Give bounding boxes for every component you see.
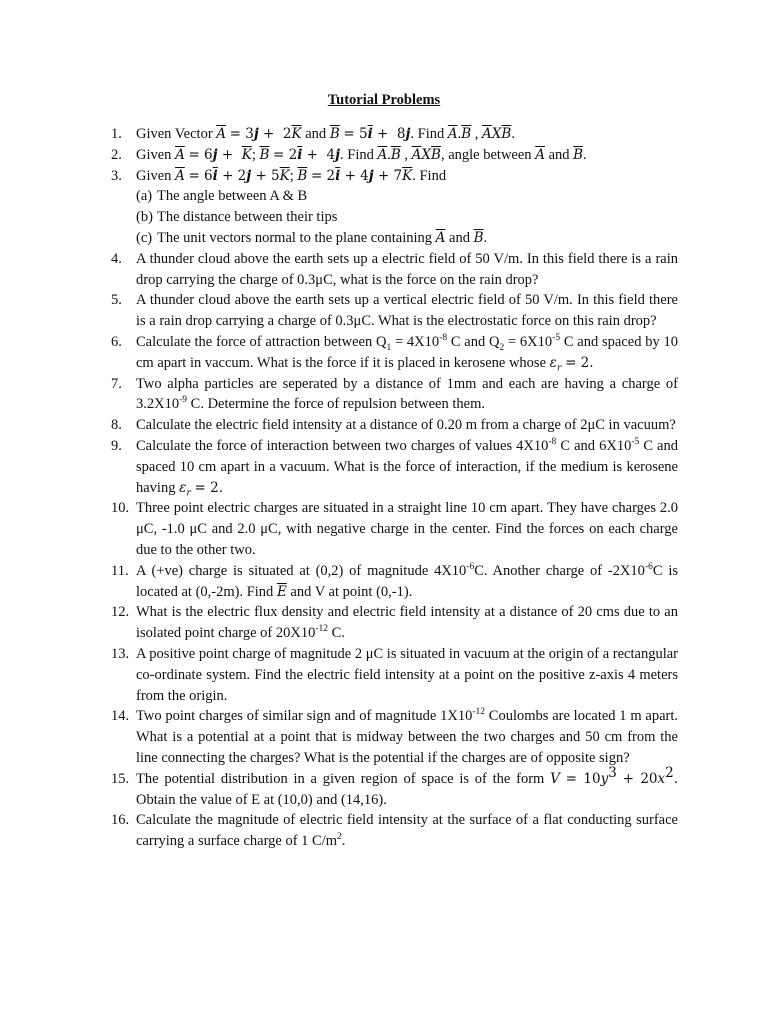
- problem-number: 10.: [111, 500, 130, 517]
- problem-text: Calculate the magnitude of electric field intensity at the surface of a flat conducting surface carrying a surface charge of 1 $C/m^2$.: [136, 812, 678, 850]
- problem-10: [111, 498, 678, 560]
- problem-text: The potential distribution in a given region of space is of the form $V = 10y^3 + 20x^2$. Obtain the value of E at (10,0) and (14,16).: [136, 764, 679, 808]
- problem-text: A thunder cloud above the earth sets up a electric field of 50 V/m. In this field there is a rain drop carrying the charge of 0.3μC, what is the force on the rain drop?: [136, 250, 678, 288]
- problem-number: 8.: [111, 417, 122, 434]
- problem-2: [111, 145, 678, 166]
- problem-number: 1.: [111, 126, 122, 142]
- problem-number: 6.: [111, 333, 122, 350]
- problem-number: 2.: [111, 146, 122, 163]
- problem-9: [111, 436, 678, 498]
- subitem-a: [136, 186, 678, 207]
- problem-16: [111, 810, 678, 852]
- problem-14: [111, 706, 678, 768]
- problem-text: A (+ve) charge is situated at (0,2) of magnitude $4X10^{-6}C$. Another charge of $-2X10^{-6}C$ is located at (0,-2m). Find $\overline{E}$ and V at point (0,-1).: [136, 561, 679, 600]
- subitem-text: The angle between A & B: [157, 188, 308, 205]
- problem-number: 12.: [111, 604, 130, 621]
- problem-number: 9.: [111, 437, 122, 454]
- problem-text: Three point electric charges are situated in a straight line 10 cm apart. They have charges 2.0 μC, -1.0 μC and 2.0 μC, with negative charge in the center. Find the forces on each charge due to the other two.: [136, 500, 678, 558]
- problem-12: [111, 602, 678, 644]
- problem-text: Calculate the force of interaction between two charges of values $4X10^{-8}$ C and $6X10^{-5}$ C and spaced 10 cm apart in a vacuum. What is the force of interaction, if the medium is kerosene having $\varepsilon_r = 2$.: [136, 437, 678, 499]
- problem-text: A positive point charge of magnitude 2 μC is situated in vacuum at the origin of a rectangular co-ordinate system. Find the electric field intensity at a point on the positive z-axis 4 meters from the origin.: [136, 645, 678, 704]
- problem-5: [111, 290, 678, 332]
- subitem-label: (c): [136, 229, 153, 246]
- problem-text: Given Vector $\overline{A} = 3j + 2\overline{K}$ and $\overline{B} = 5\overline{i} + 8j$. Find $\overline{A}.\overline{B}$ , $\overline{A}X\overline{B}$.: [136, 126, 515, 142]
- problem-list: [111, 124, 678, 852]
- problem-number: 16.: [111, 812, 130, 829]
- subitem-b: [136, 207, 678, 228]
- problem-number: 3.: [111, 167, 122, 184]
- problem-text: Given $\overline{A} = 6\overline{i} + 2j + 5\overline{K}$; $\overline{B} = 2\overline{i} + 4j + 7\overline{K}$. Find: [136, 167, 447, 184]
- problem-text: Two point charges of similar sign and of magnitude $1X10^{-12}$ Coulombs are located 1 m apart. What is a potential at a point that is midway between the two charges and 50 cm from the line connecting the charges? What is the potential if the charges are of opposite sign?: [136, 707, 678, 766]
- problem-number: 7.: [111, 375, 122, 392]
- page-title: Tutorial Problems: [327, 92, 441, 108]
- subitem-label: (b): [136, 209, 153, 226]
- problem-6: [111, 332, 678, 374]
- problem-8: [111, 415, 678, 436]
- problem-text: Calculate the electric field intensity at a distance of 0.20 m from a charge of 2μC in vacuum?: [136, 417, 676, 434]
- problem-text: Calculate the force of attraction between $Q_1 = 4X10^{-8}$ C and $Q_2 = 6X10^{-5}$ C and spaced by 10 cm apart in vaccum. What is the force if it is placed in kerosene whose $\varepsilon_r = 2$.: [136, 333, 678, 374]
- problem-13: [111, 644, 678, 706]
- problem-number: 15.: [111, 770, 130, 787]
- subitem-text: The distance between their tips: [157, 209, 338, 226]
- problem-number: 5.: [111, 292, 122, 309]
- problem-text: What is the electric flux density and electric field intensity at a distance of 20 cms due to an isolated point charge of $20X10^{-12}$ C.: [136, 604, 678, 642]
- problem-4: [111, 249, 678, 291]
- problem-number: 4.: [111, 250, 122, 267]
- problem-1: [111, 124, 678, 145]
- problem-number: 11.: [111, 562, 129, 579]
- problem-text: Two alpha particles are seperated by a distance of 1mm and each are having a charge of $3.2X10^{-9}$ C. Determine the force of repulsion between them.: [136, 375, 678, 413]
- problem-text: Given $\overline{A} = 6j + \overline{K}$; $\overline{B} = 2\overline{i} + 4j$. Find $\overline{A}.\overline{B}$ , $\overline{A}X\overline{B}$, angle between $\overline{A}$ and $\overline{B}$.: [136, 146, 587, 163]
- problem-15: [111, 764, 679, 811]
- problem-11: [111, 561, 678, 603]
- problem-number: 13.: [111, 645, 130, 662]
- problem-3: [111, 166, 678, 249]
- problem-number: 14.: [111, 708, 130, 725]
- subitem-c: [136, 228, 678, 249]
- subitem-label: (a): [136, 188, 153, 205]
- problem-7: [111, 374, 678, 416]
- subitem-text: The unit vectors normal to the plane containing $\overline{A}$ and $\overline{B}$.: [157, 229, 488, 246]
- problem-text: A thunder cloud above the earth sets up a vertical electric field of 50 V/m. In this field there is a rain drop carrying a charge of 0.3μC. What is the electrostatic force on this rain drop?: [136, 292, 678, 330]
